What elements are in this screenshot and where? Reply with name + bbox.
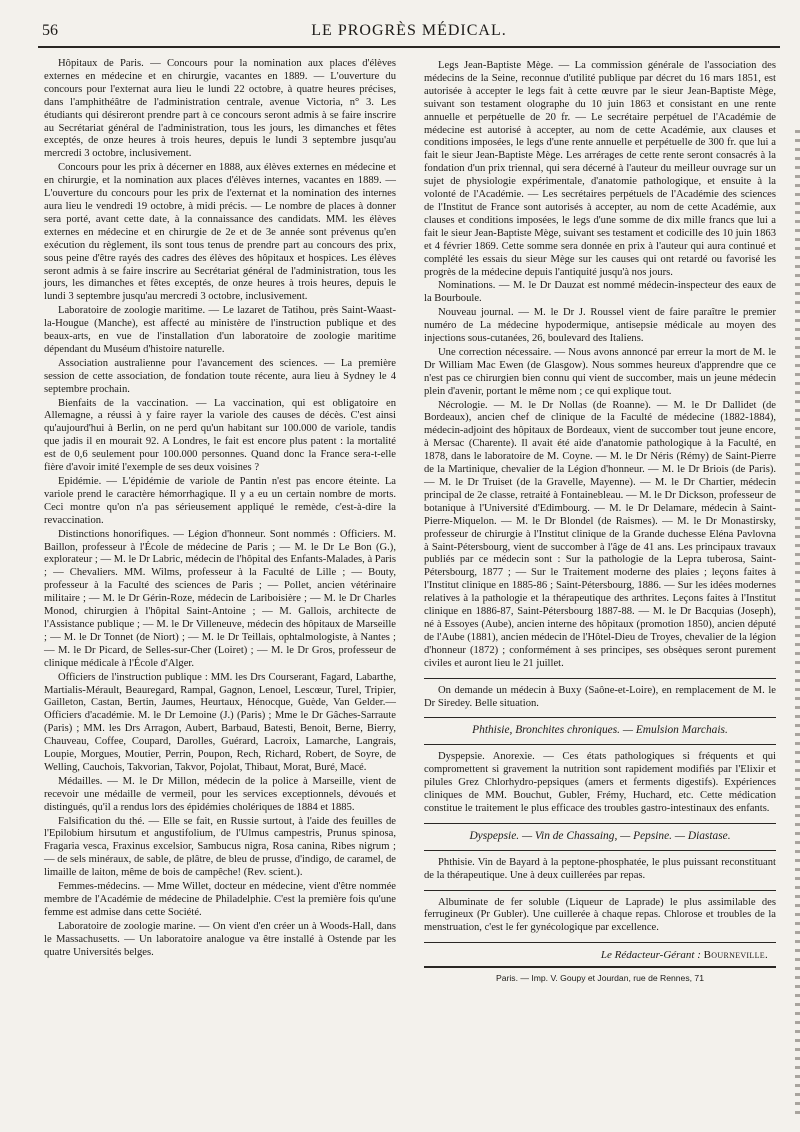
advertisement-heading: Dyspepsie. — Vin de Chassaing, — Pepsine. — Diastase. <box>469 829 731 842</box>
news-item: Association australienne pour l'avancement des sciences. — La première session de cette association, de fondation toute récente, aura lieu à Sydney le 4 septembre prochain. <box>44 357 396 395</box>
signature-name: Bourneville. <box>703 949 768 962</box>
section-rule <box>424 717 776 718</box>
news-item: On demande un médecin à Buxy (Saône-et-Loire), en remplacement de M. le Dr Siredey. Belle situation. <box>424 684 776 709</box>
news-item: Laboratoire de zoologie maritime. — Le lazaret de Tatihou, près Saint-Waast-la-Hougue (Manche), est affecté au ministère de l'instruction publique et des beaux-arts, en vue de l'installation d'un laboratoire de zoologie maritime dépendant du Muséum d'histoire naturelle. <box>44 305 396 355</box>
news-item: Hôpitaux de Paris. — Concours pour la nomination aux places d'élèves externes en médecine et en chirurgie, vacantes en 1889. — L'ouverture du concours pour l'externat aura lieu le lundi 22 octobre, à quatre heures précises, dans l'amphithéâtre de l'administration centrale, avenue Victoria, n° 3. Les étudiants qui désireront prendre part à ce concours seront admis à se faire inscrire au Secrétariat général de l'administration, tous les jours, les dimanches et fêtes exceptés, de onze heures à trois heures, depuis le lundi 3 septembre jusqu'au mercredi 3 octobre, inclusivement. <box>44 58 396 160</box>
page-number: 56 <box>42 22 58 39</box>
section-rule <box>424 823 776 824</box>
left-column <box>44 58 396 961</box>
news-item: Legs Jean-Baptiste Mège. — La commission générale de l'association des médecins de la Seine, reconnue d'utilité publique par décret du 16 mars 1851, est autorisée à accepter le legs fait à cette œuvre par le sieur Jean-Baptiste Mège, suivant son testament olographe du 10 juin 1863 et consistant en une rente annuelle et perpétuelle de 20 fr. — Le secrétaire perpétuel de l'Académie de médecine est autorisé à accepter, au nom de cette Académie, aux clauses et conditions imposées, le legs d'une rente annuelle et perpétuelle de 300 fr. que lui a fait le sieur Jean-Baptiste Mège. Les arrérages de cette rente seront consacrés à la fondation d'un prix triennal, qui sera décerné à l'auteur du meilleur ouvrage sur un sujet de physiologie expérimentale, d'anatomie pathologique, et ensuite à la volonté de l'Académie. — Les secrétaires perpétuels de l'Académie des sciences de l'Institut de France sont autorisés à accepter, au nom de cette Académie, aux clauses et conditions imposées, le legs d'une somme de dix mille francs que lui a fait le sieur Jean-Baptiste Mège, suivant ses testament et codicille des 10 juin 1863 et 4 février 1869. Cette somme sera donnée en prix à l'auteur qui aura continué et complété les essais du sieur Mège sur les causes qui ont retardé ou favorisé les progrès de la médecine depuis l'antiquité jusqu'à nos jours. <box>424 60 776 278</box>
printer-imprint: Paris. — Imp. V. Goupy et Jourdan, rue de Rennes, 71 <box>496 973 704 984</box>
news-item: Nominations. — M. le Dr Dauzat est nommé médecin-inspecteur des eaux de la Bourboule. <box>424 280 776 305</box>
right-column-items <box>424 60 776 943</box>
signature-label: Le Rédacteur-Gérant : <box>600 949 701 962</box>
news-item: Epidémie. — L'épidémie de variole de Pantin n'est pas encore éteinte. La variole prend le caractère hémorrhagique. Il y a eu un certain nombre de morts. Ceci montre qu'on n'a pas sérieusement appliqué le remède, c'est-à-dire la revaccination. <box>44 476 396 526</box>
page-edge-damage <box>795 130 800 1120</box>
news-item: Nouveau journal. — M. le Dr J. Roussel vient de faire paraître le premier numéro de La médecine hypodermique, antisepsie médicale au moyen des injections sous-cutanées, 26, boulevard des Italiens. <box>424 307 776 345</box>
news-item: Phthisie. Vin de Bayard à la peptone-phosphatée, le plus puissant reconstituant de la thérapeutique. Une à deux cuillerées par repas. <box>424 856 776 881</box>
news-item: Femmes-médecins. — Mme Willet, docteur en médecine, vient d'être nommée membre de l'Académie de médecine de Philadelphie. C'est la première fois qu'une femme est admise dans cette Société. <box>44 881 396 918</box>
news-item: Médailles. — M. le Dr Millon, médecin de la police à Marseille, vient de recevoir une médaille de vermeil, pour les services exceptionnels, dévoués et distingués, qu'il a rendus lors des épidémies cholériques de 1884 et 1885. <box>44 775 396 813</box>
news-item: Albuminate de fer soluble (Liqueur de Laprade) le plus assimilable des ferrugineux (Pr Gubler). Une cuillerée à chaque repas. Chlorose et troubles de la menstruation, c'est le fer gynécologique par excellence. <box>424 896 776 934</box>
news-item: Falsification du thé. — Elle se fait, en Russie surtout, à l'aide des feuilles de l'Epilobium hirsutum et angustifolium, de l'Ulmus campestris, Prunus spinosa, Fragaria vesca, Fraxinus excelsior, Sambucus nigra, Rosa canina, Ribes nigrum ; — de sels minéraux, de sable, de plâtre, de bleu de prusse, d'indigo, de caramel, de limaille de laiton, même de bois de campêche! (Rev. scient.). <box>44 815 396 879</box>
news-item: Nécrologie. — M. le Dr Nollas (de Roanne). — M. le Dr Dallidet (de Bordeaux), ancien chef de clinique de la Faculté de médecine (1882-1884), médecin-adjoint des hôpitaux de Bordeaux, vient de succomber tout jeune encore, à Mersac (Charente). Il avait été aide d'anatomie pathologique à la Faculté, en 1878, dans le laboratoire de M. Coyne. — M. le Dr Néris (Rémy) de Saint-Pierre de la Martinique, chevalier de la Légion d'honneur. — M. le Dr Briois (de Paris). — M. le Dr Truiset (de la Gravelle, Mayenne). — M. le Dr Chartier, médecin principal de 2e classe, retraité à Fontainebleau. — M. le Dr Dickson, professeur de botanique à l'Université d'Edimbourg. — M. le Dr Delamare, médecin à Saint-Pierre-Miquelon. — M. le Dr Blondel (de Raismes). — M. le Dr Monastirsky, professeur de chirurgie à l'Institut clinique de la Grande duchesse Eléna Pavlovna à Saint-Pétersbourg, vient de succomber à l'âge de 41 ans. Les principaux travaux publiés par ce médecin sont : Sur la pathologie de la Lepra tuberosa, Saint-Pétersbourg, 1877 ; — Sur le Traitement moderne des plaies ; leçons faites à l'Institut clinique en 1885-86 ; Saint-Pétersbourg, 1886. — Sur les idées modernes relatives à la pathologie et la thérapeutique des arthrites. Leçons faites à l'Institut clinique en 1886-87, Saint-Pétersbourg 1887-88. — M. le Dr Bacquias (Joseph), né à Essoyes (Aube), ancien interne des hôpitaux (promotion 1850), ancien député de l'Aube (1881), ancien médecin de l'Hôtel-Dieu de Troyes, chevalier de la légion d'honneur (1872) ; conformément à ses principes, ses obsèques seront purement civiles et auront lieu le 21 juillet. <box>424 399 776 669</box>
news-item: Concours pour les prix à décerner en 1888, aux élèves externes en médecine et en chirurgie, et la nomination aux places d'élèves internes, vacantes en 1889. — L'ouverture du concours pour les prix de l'externat et la nomination des internes aura lieu le vendredi 19 octobre, à midi précis. — Le nombre de places à donner sera porté, avant cette date, à la connaissance des candidats. MM. les élèves externes en médecine et en chirurgie de 2e et de 3e année sont prévenus qu'en exécution du règlement, ils sont tous tenus de prendre part au concours des prix, sous peine d'être rayés des cadres des élèves des hôpitaux et hospices. Les élèves seront admis à se faire inscrire au Secrétariat général de l'administration, tous les jours, les dimanches et fêtes exceptés, de onze heures à trois heures, depuis le lundi 3 septembre jusqu'au mercredi 3 octobre, inclusivement. <box>44 162 396 303</box>
page-header <box>38 22 780 48</box>
news-item: Laboratoire de zoologie marine. — On vient d'en créer un à Woods-Hall, dans le Massachusetts. — Un laboratoire analogue va être installé à Ostende par les quatre Universités belges. <box>44 920 396 958</box>
news-item: Officiers de l'instruction publique : MM. les Drs Courserant, Fagard, Labarthe, Martialis-Mérault, Beauregard, Rampal, Gagnon, Lenoel, Lescœur, Turel, Tripier, Gailleton, Castan, Bertin, Jaumes, Heurtaux, Hénocque, Guède, Van Gelder.— Officiers d'académie. M. le Dr Lemoine (J.) (Paris) ; Mme le Dr Gâches-Sarraute (Paris) ; MM. les Drs Arragon, Aubert, Barbaud, Batesti, Benoit, Berne, Bierry, Chauveau, Coffee, Coupard, Darolles, Guérard, Lacroix, Lamarche, Langrais, Loupie, Morgues, Moutier, Perrin, Poupon, Rech, Richard, Robert, de Soyre, de Welling, Cauchois, Takvorian, Takvor, Pojolat, Thibaut, Morat, Buré, Macé. <box>44 671 396 773</box>
section-rule <box>424 942 776 943</box>
advertisement-heading: Phthisie, Bronchites chroniques. — Emulsion Marchais. <box>472 724 728 737</box>
right-column <box>424 60 776 985</box>
section-rule <box>424 744 776 745</box>
section-rule <box>424 678 776 679</box>
footer-rule <box>424 966 776 968</box>
news-item: Dyspepsie. Anorexie. — Ces états pathologiques si fréquents et qui compromettent si gravement la nutrition sont rapidement modifiés par l'Elixir et pilules Grez Chlorhydro-pepsiques (amers et ferments digestifs). Expériences cliniques de MM. Bouchut, Gubler, Frémy, Huchard, etc. Cette médication constitue le traitement le plus efficace des troubles gastro-intestinaux des enfants. <box>424 751 776 814</box>
section-rule <box>424 890 776 891</box>
news-item: Une correction nécessaire. — Nous avons annoncé par erreur la mort de M. le Dr William Mac Ewen (de Glasgow). Nous sommes heureux d'apprendre que ce n'est pas ce chirurgien bien connu qui vient de succomber, mais un jeune médecin plein d'avenir, portant le même nom ; ce qui explique tout. <box>424 346 776 397</box>
section-rule <box>424 850 776 851</box>
news-item: Bienfaits de la vaccination. — La vaccination, qui est obligatoire en Allemagne, a réussi à y faire rayer la variole des causes de décès. C'est ainsi qu'aujourd'hui à Berlin, on ne perd qu'un habitant sur 100.000 de variole, tandis que jadis il en mourait 92. A Londres, le fait est encore plus patent : la mortalité est de 0,6 seulement pour 100.000 personnes. Quand donc la France sera-t-elle fière d'avoir imité l'exemple de ses deux voisines ? <box>44 397 396 474</box>
news-item: Distinctions honorifiques. — Légion d'honneur. Sont nommés : Officiers. M. Baillon, professeur à l'École de médecine de Paris ; — M. le Dr Le Bon (G.), explorateur ; — M. le Dr Labric, médecin de l'hôpital des Enfants-Malades, à Paris ; — Chevaliers. MM. Wilms, professeur à la Faculté de Lille ; — Bouty, professeur à la Faculté des sciences de Paris ; — Pollet, ancien vétérinaire militaire ; — M. le Dr Gérin-Roze, médecin de Lariboisière ; — M. le Dr Charles Monod, chirurgien à l'hôpital Saint-Antoine ; — M. Gallois, architecte de l'Assistance publique ; — M. le Dr Villeneuve, médecin des hôpitaux de Marseille ; — M. le Dr Tonnet (de Niort) ; — M. le Dr Teillais, ophtalmologiste, à Nantes ; — M. le Dr Picard, de Selles-sur-Cher (Loiret) ; — M. le Dr Gros, professeur de clinique médicale à l'École d'Alger. <box>44 528 396 669</box>
editor-signature <box>424 949 776 962</box>
journal-title: LE PROGRÈS MÉDICAL. <box>311 22 507 39</box>
